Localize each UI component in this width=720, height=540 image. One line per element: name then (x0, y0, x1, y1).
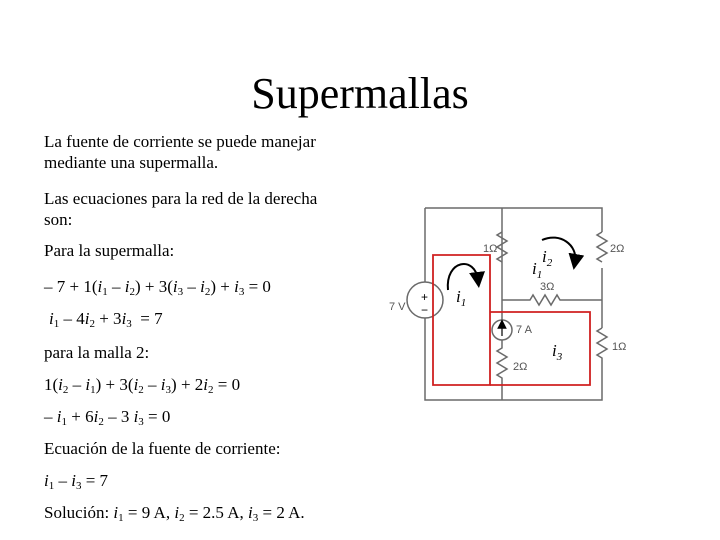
equation-supermesh-simplified: $i_1 - 4i_2 + 3i_3 = 7$ (49, 309, 163, 330)
paragraph-line: mediante una supermalla. (44, 153, 219, 172)
label-current-source: 7 A (516, 324, 532, 336)
mesh2-heading: para la malla 2: (44, 343, 150, 362)
solution-line: Solución: $i_1 = 9$ A, $i_2 = 2.5$ A, $i_3 = 2$ A. (44, 503, 305, 524)
page-title: Supermallas (251, 69, 469, 118)
label-r3: 3Ω (540, 281, 555, 293)
supermesh-heading: Para la supermalla: (44, 241, 175, 260)
equation-supermesh: – $7 + 1(i_1 - i_2) + 3(i_3 - i_2) + i_3 = 0$ (44, 277, 271, 298)
label-r5: 2Ω (513, 361, 528, 373)
source-plus: + (421, 290, 429, 304)
mesh-label-i3: $i_3$ (552, 341, 563, 363)
mesh-label-i1-right: $i_1$ (532, 259, 543, 281)
resistor-2ohm-right (597, 232, 607, 262)
resistor-3ohm-middle (502, 295, 602, 305)
label-r1: 1Ω (483, 243, 498, 255)
resistor-1ohm-bottom (597, 328, 607, 370)
equation-mesh2: $1(i_2 - i_1) + 3(i_2 - i_3) + 2i_2 = 0$ (44, 375, 241, 396)
source-minus: − (421, 303, 429, 317)
label-voltage-source: 7 V (389, 301, 406, 313)
equation-mesh2-simplified: – $i_1 + 6i_2 - 3$ $i_3 = 0$ (44, 407, 171, 428)
paragraph-line: son: (44, 210, 73, 229)
resistor-2ohm-bottom (497, 340, 507, 400)
paragraph-line: La fuente de corriente se puede manejar (44, 132, 316, 151)
paragraph-line: Las ecuaciones para la red de la derecha (44, 189, 318, 208)
label-r4: 1Ω (612, 341, 627, 353)
circuit-diagram (380, 200, 650, 410)
label-r2: 2Ω (610, 243, 625, 255)
source-heading: Ecuación de la fuente de corriente: (44, 439, 281, 458)
equation-source: $i_1 - i_3 = 7$ (44, 471, 109, 492)
supermesh-outline (433, 255, 490, 385)
mesh-label-i1-left: $i_1$ (456, 287, 467, 309)
mesh1-arrow-icon (448, 264, 478, 290)
mesh-label-i2: $i_2$ (542, 247, 553, 269)
